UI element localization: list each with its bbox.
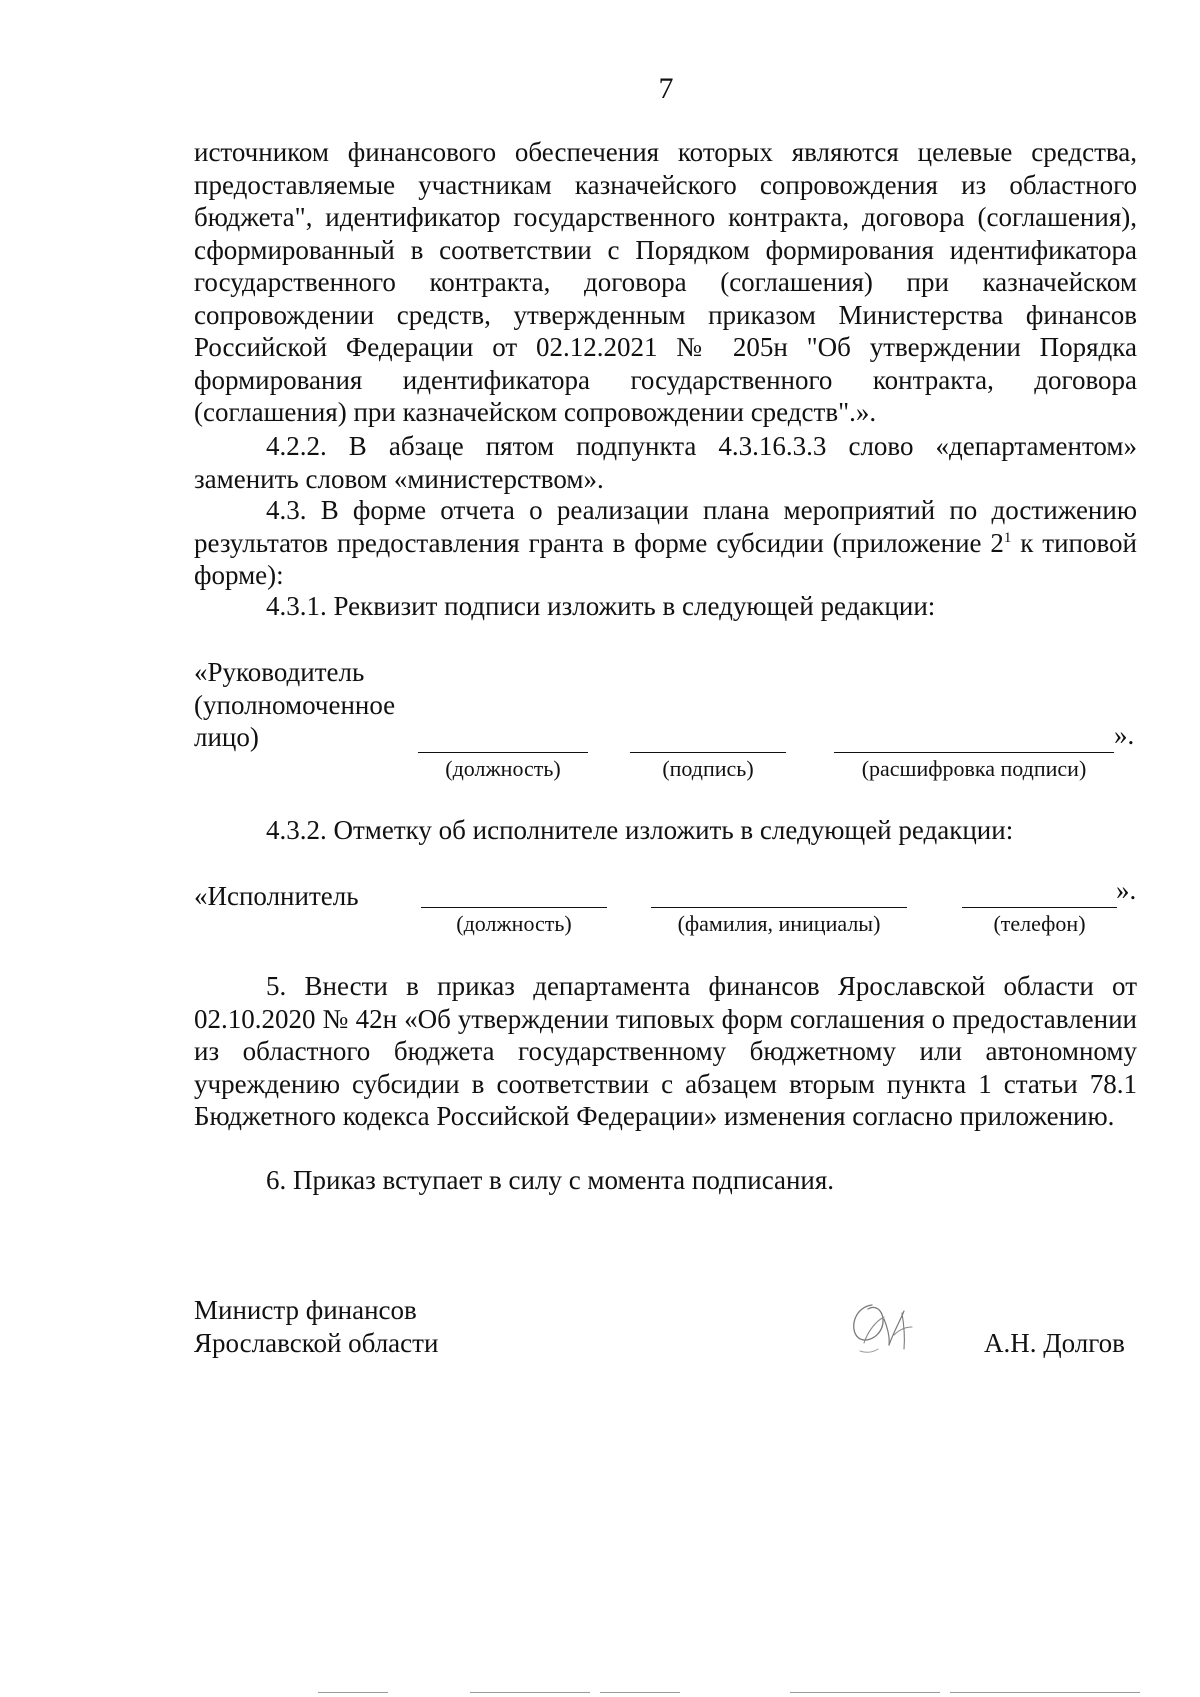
scan-artifact-line — [470, 1692, 590, 1693]
item-4-3-tail: к типовой форме): — [194, 527, 1137, 590]
item-4-3-2: 4.3.2. Отметку об исполнителе изложить в следующей редакции: — [266, 815, 1014, 845]
signatory-title-line1: Министр финансов — [194, 1295, 417, 1325]
item-4-2-2: 4.2.2. В абзаце пятом подпункта 4.3.16.3.3 слово «департаментом» заменить словом «министерством». — [194, 431, 1137, 494]
signature-blank-line — [630, 752, 786, 753]
item-6: 6. Приказ вступает в силу с момента подписания. — [266, 1165, 835, 1195]
signature-decoding-blank-line — [834, 752, 1114, 753]
signer-label-line1: «Руководитель — [194, 657, 365, 687]
caption-executor-position: (должность) — [456, 911, 572, 936]
page-number: 7 — [658, 72, 674, 105]
item-4-3-1: 4.3.1. Реквизит подписи изложить в следующей редакции: — [266, 591, 936, 621]
signer-label-line2: (уполномоченное — [194, 690, 396, 720]
item-4-3-text: 4.3. В форме отчета о реализации плана мероприятий по достижению результатов предоставления гранта в форме субсидии (приложение 2 — [194, 495, 1137, 558]
caption-executor-name: (фамилия, инициалы) — [677, 911, 881, 936]
closing-quote: ». — [1114, 720, 1135, 750]
intro-paragraph: источником финансового обеспечения которых являются целевые средства, предоставляемые участникам казначейского сопровождения из областного бюджета", идентификатор государственного контракта, договора (соглашения), сформированный в соответствии с Порядком формирования идентификатора государственного контракта, договора (соглашения) при казначейском сопровождении средств, утвержденным приказом Министерства финансов Российской Федерации от 02.12.2021 № 205н "Об утверждении Порядка формирования идентификатора государственного контракта, договора (соглашения) при казначейском сопровождении средств".». — [194, 137, 1137, 427]
signer-label-line3: лицо) — [194, 722, 259, 752]
caption-signature: (подпись) — [662, 756, 754, 781]
caption-position: (должность) — [445, 756, 561, 781]
scan-artifact-line — [318, 1692, 388, 1693]
executor-name-line — [651, 907, 907, 908]
executor-phone-line — [962, 907, 1117, 908]
handwritten-signature — [842, 1291, 922, 1363]
scan-artifact-line — [950, 1692, 1140, 1693]
position-blank-line — [418, 752, 588, 753]
signatory-title-line2: Ярославской области — [194, 1328, 439, 1358]
scan-artifact-line — [790, 1692, 940, 1693]
item-4-3-superscript: 1 — [1003, 529, 1012, 546]
caption-executor-phone: (телефон) — [993, 911, 1086, 936]
caption-signature-decoding: (расшифровка подписи) — [861, 756, 1087, 781]
item-4-3-paragraph — [194, 494, 1137, 592]
executor-label: «Исполнитель — [194, 881, 359, 911]
signatory-name: А.Н. Долгов — [984, 1328, 1125, 1358]
executor-closing-quote: ». — [1116, 875, 1137, 905]
scan-artifact-line — [600, 1692, 680, 1693]
item-5: 5. Внести в приказ департамента финансов Ярославской области от 02.10.2020 № 42н «Об утверждении типовых форм соглашения о предоставлении из областного бюджета государственному бюджетному или автономному учреждению субсидии в соответствии с абзацем вторым пункта 1 статьи 78.1 Бюджетного кодекса Российской Федерации» изменения согласно приложению. — [194, 971, 1137, 1131]
executor-position-line — [421, 907, 607, 908]
